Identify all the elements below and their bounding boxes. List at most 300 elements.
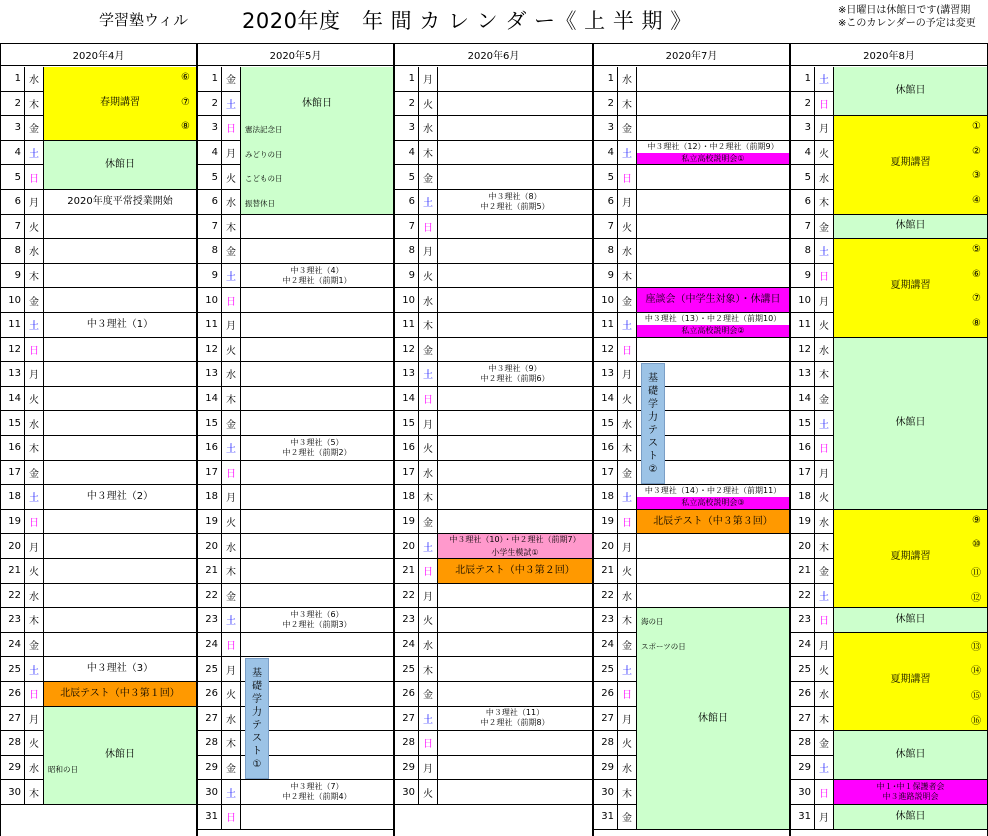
session-number: ⑧ (181, 121, 190, 133)
day-number: 21 (594, 559, 618, 584)
event-block (438, 534, 592, 559)
month-column (197, 43, 394, 836)
day-number: 26 (395, 682, 419, 707)
day-event-cell (241, 338, 393, 363)
day-of-week: 土 (419, 362, 438, 387)
day-number: 19 (198, 510, 222, 535)
day-of-week: 金 (815, 215, 834, 240)
day-event-cell (44, 436, 196, 461)
event-block (834, 510, 987, 608)
day-event-cell (241, 633, 393, 658)
day-of-week: 日 (618, 510, 637, 535)
event-block (438, 190, 592, 215)
month-column (790, 43, 988, 836)
event-block (637, 288, 789, 313)
day-of-week: 水 (618, 411, 637, 436)
event-lines (834, 782, 987, 802)
day-number: 1 (395, 67, 419, 92)
day-of-week: 土 (222, 92, 241, 117)
day-of-week: 火 (815, 485, 834, 510)
session-number: ⑮ (971, 690, 981, 702)
day-number: 18 (198, 485, 222, 510)
month-header: 2020年6月 (395, 43, 592, 66)
day-of-week: 月 (222, 313, 241, 338)
day-event-cell (438, 288, 592, 313)
day-of-week: 土 (419, 707, 438, 732)
day-of-week: 土 (25, 657, 44, 682)
day-number: 6 (395, 190, 419, 215)
day-number: 28 (1, 731, 25, 756)
event-label: 夏期講習 (890, 280, 931, 292)
event-block (834, 780, 987, 805)
event-label: 北辰テスト（中３第２回） (455, 564, 575, 576)
day-number: 24 (594, 633, 618, 658)
day-number: 22 (198, 584, 222, 609)
day-of-week: 木 (815, 707, 834, 732)
day-of-week: 土 (25, 141, 44, 166)
vertical-char: 力 (648, 411, 658, 423)
day-of-week: 日 (815, 608, 834, 633)
session-number: ③ (972, 170, 981, 182)
event-block (834, 215, 987, 240)
day-number: 28 (594, 731, 618, 756)
day-of-week: 火 (222, 682, 241, 707)
day-number: 28 (791, 731, 815, 756)
vertical-char: ス (648, 437, 658, 449)
day-of-week: 土 (618, 485, 637, 510)
day-number: 23 (594, 608, 618, 633)
day-number: 4 (395, 141, 419, 166)
day-of-week: 金 (618, 461, 637, 486)
day-number: 29 (594, 756, 618, 781)
event-label: 休館日 (895, 613, 926, 625)
day-of-week: 火 (618, 215, 637, 240)
day-number: 18 (594, 485, 618, 510)
day-of-week: 火 (815, 313, 834, 338)
day-event-cell (438, 92, 592, 117)
day-of-week: 土 (419, 190, 438, 215)
event-strip: 小学生模試① (438, 547, 592, 559)
day-of-week: 木 (25, 608, 44, 633)
event-label: 中３理社（1） (86, 318, 154, 330)
day-number: 11 (198, 313, 222, 338)
day-of-week: 火 (419, 608, 438, 633)
event-line: 中３理社（4） (290, 265, 344, 275)
event-block (834, 338, 987, 510)
month-header: 2020年8月 (791, 43, 987, 66)
day-number: 21 (395, 559, 419, 584)
event-line: 中３進路説明会 (882, 792, 939, 802)
event-line: 中２理社（前期6） (480, 373, 550, 383)
day-number: 8 (1, 239, 25, 264)
day-of-week: 火 (419, 436, 438, 461)
event-block (637, 608, 789, 829)
day-of-week: 木 (25, 92, 44, 117)
day-event-cell (438, 411, 592, 436)
event-line: 中３理社（11） (485, 708, 545, 718)
event-label: 休館日 (302, 97, 332, 109)
vertical-char: 学 (648, 398, 658, 410)
day-number: 29 (791, 756, 815, 781)
day-of-week: 日 (25, 165, 44, 190)
day-event-cell (438, 239, 592, 264)
day-number: 25 (791, 657, 815, 682)
event-strip: 中３理社（12）・中２理社（前期9） (647, 141, 779, 151)
vertical-char: ス (252, 732, 262, 744)
day-of-week: 水 (815, 165, 834, 190)
day-of-week: 木 (618, 780, 637, 805)
day-of-week: 月 (25, 190, 44, 215)
event-block (44, 141, 196, 190)
day-event-cell (44, 362, 196, 387)
day-event-cell (241, 584, 393, 609)
day-event-cell (44, 411, 196, 436)
day-number: 13 (791, 362, 815, 387)
month-column (394, 43, 593, 836)
day-of-week: 火 (25, 731, 44, 756)
day-of-week: 日 (815, 264, 834, 289)
note-line: ※日曜日は休館日です(講習期 (838, 5, 971, 16)
day-event-cell (438, 387, 592, 412)
day-number: 14 (1, 387, 25, 412)
day-of-week: 金 (222, 756, 241, 781)
day-number: 12 (198, 338, 222, 363)
day-number: 27 (1, 707, 25, 732)
day-of-week: 金 (25, 633, 44, 658)
day-number: 19 (395, 510, 419, 535)
vertical-char: 礎 (648, 385, 658, 397)
day-event-cell (44, 338, 196, 363)
session-number: ⑥ (972, 268, 981, 280)
day-number: 14 (791, 387, 815, 412)
event-lines (438, 192, 592, 212)
day-event-cell (241, 239, 393, 264)
day-number: 29 (1, 756, 25, 781)
event-lines (241, 266, 393, 286)
day-of-week: 月 (419, 584, 438, 609)
day-of-week: 木 (25, 436, 44, 461)
day-of-week: 火 (25, 559, 44, 584)
day-event-cell (438, 165, 592, 190)
event-strip: 中３理社（13）・中２理社（前期10） (644, 314, 782, 323)
event-strip: 中３理社（14）・中２理社（前期11） (644, 486, 782, 496)
day-number: 30 (791, 780, 815, 805)
day-of-week: 月 (419, 411, 438, 436)
header-notes (838, 4, 976, 30)
day-of-week: 水 (222, 534, 241, 559)
day-of-week: 日 (815, 436, 834, 461)
day-number: 30 (1, 780, 25, 805)
day-number: 11 (594, 313, 618, 338)
day-number: 5 (594, 165, 618, 190)
event-lines (438, 364, 592, 384)
holiday-label: 振替休日 (245, 199, 275, 208)
day-of-week: 火 (618, 731, 637, 756)
day-number: 2 (198, 92, 222, 117)
day-of-week: 土 (815, 411, 834, 436)
day-of-week: 水 (25, 756, 44, 781)
day-number: 7 (198, 215, 222, 240)
calendar-grid (0, 43, 988, 836)
day-number: 25 (198, 657, 222, 682)
day-number: 22 (395, 584, 419, 609)
day-number: 9 (1, 264, 25, 289)
day-of-week: 日 (618, 165, 637, 190)
day-event-cell (438, 436, 592, 461)
day-number: 17 (594, 461, 618, 486)
day-number: 19 (594, 510, 618, 535)
day-of-week: 土 (222, 436, 241, 461)
day-number: 23 (395, 608, 419, 633)
day-of-week: 火 (815, 657, 834, 682)
day-event-cell (241, 805, 393, 830)
vertical-char: テ (648, 424, 658, 436)
day-event-cell (44, 239, 196, 264)
event-label: 2020年度平常授業開始 (67, 195, 173, 207)
event-block (637, 141, 789, 166)
event-block (241, 264, 393, 289)
session-number: ② (972, 145, 981, 157)
day-of-week: 火 (25, 215, 44, 240)
event-block (637, 485, 789, 510)
school-name: 学習塾ウィル (99, 11, 189, 29)
event-label: 休館日 (895, 749, 926, 761)
event-line: 中３理社（8） (488, 191, 542, 201)
day-of-week: 月 (618, 707, 637, 732)
day-of-week: 金 (25, 461, 44, 486)
day-of-week: 日 (419, 387, 438, 412)
session-number: ④ (972, 194, 981, 206)
day-number: 6 (791, 190, 815, 215)
event-strip: 中３理社（10）・中２理社（前期7） (438, 534, 592, 546)
day-event-cell (438, 338, 592, 363)
day-of-week: 木 (815, 534, 834, 559)
event-label: 休館日 (895, 220, 926, 232)
day-number: 15 (395, 411, 419, 436)
day-of-week: 土 (419, 534, 438, 559)
day-of-week: 木 (419, 657, 438, 682)
month-column (593, 43, 790, 836)
event-block (637, 510, 789, 535)
day-number: 20 (594, 534, 618, 559)
day-event-cell (438, 485, 592, 510)
day-of-week: 木 (618, 436, 637, 461)
day-event-cell (44, 510, 196, 535)
event-line: 中３理社（9） (488, 363, 542, 373)
event-line: 中１･中１保護者会 (876, 782, 945, 792)
vertical-char: テ (252, 719, 262, 731)
day-of-week: 月 (815, 461, 834, 486)
day-number: 16 (395, 436, 419, 461)
day-number: 2 (791, 92, 815, 117)
day-number: 30 (594, 780, 618, 805)
day-number: 31 (198, 805, 222, 830)
day-of-week: 日 (25, 682, 44, 707)
day-of-week: 木 (222, 559, 241, 584)
event-lines (241, 610, 393, 630)
day-of-week: 金 (815, 387, 834, 412)
day-number: 28 (395, 731, 419, 756)
day-of-week: 水 (419, 461, 438, 486)
day-number: 8 (198, 239, 222, 264)
day-of-week: 土 (815, 239, 834, 264)
day-number: 13 (594, 362, 618, 387)
event-line: 中２理社（前期1） (282, 275, 352, 285)
day-number: 25 (395, 657, 419, 682)
event-block (834, 116, 987, 214)
event-block (241, 780, 393, 805)
vertical-char: 力 (252, 706, 262, 718)
event-lines (241, 782, 393, 802)
day-event-cell (438, 461, 592, 486)
day-number: 21 (198, 559, 222, 584)
day-event-cell (637, 559, 789, 584)
day-number: 18 (791, 485, 815, 510)
event-block (44, 707, 196, 805)
day-number: 2 (594, 92, 618, 117)
event-strip: 私立高校説明会② (637, 325, 789, 337)
event-label: 休館日 (895, 417, 926, 429)
day-of-week: 木 (222, 215, 241, 240)
day-of-week: 土 (222, 264, 241, 289)
day-of-week: 月 (618, 362, 637, 387)
holiday-label: 海の日 (641, 617, 664, 627)
event-line: 中３理社（6） (290, 609, 344, 619)
day-of-week: 金 (222, 584, 241, 609)
day-number: 24 (395, 633, 419, 658)
day-number: 9 (594, 264, 618, 289)
day-number: 10 (1, 288, 25, 313)
day-number: 17 (791, 461, 815, 486)
day-of-week: 木 (815, 362, 834, 387)
event-label: 休館日 (895, 810, 926, 822)
day-number: 30 (198, 780, 222, 805)
day-number: 11 (1, 313, 25, 338)
day-of-week: 日 (222, 288, 241, 313)
event-label: 休館日 (105, 749, 135, 761)
day-number: 15 (594, 411, 618, 436)
day-number: 6 (198, 190, 222, 215)
event-label: 夏期講習 (890, 157, 931, 169)
month-header: 2020年5月 (198, 43, 393, 66)
day-number: 23 (198, 608, 222, 633)
event-block (44, 485, 196, 510)
day-number: 25 (1, 657, 25, 682)
event-label: 休館日 (105, 158, 135, 170)
day-event-cell (44, 387, 196, 412)
day-number: 16 (594, 436, 618, 461)
event-block (438, 362, 592, 387)
day-number: 25 (594, 657, 618, 682)
day-of-week: 月 (222, 657, 241, 682)
event-line: 中３理社（5） (290, 437, 344, 447)
test-vertical-label (641, 363, 665, 484)
day-event-cell (438, 116, 592, 141)
day-number: 24 (1, 633, 25, 658)
day-event-cell (438, 731, 592, 756)
day-number: 27 (395, 707, 419, 732)
day-event-cell (44, 534, 196, 559)
day-number: 16 (791, 436, 815, 461)
day-of-week: 火 (222, 165, 241, 190)
event-line: 中３理社（7） (290, 782, 344, 792)
event-block (834, 731, 987, 780)
day-of-week: 土 (25, 313, 44, 338)
day-of-week: 水 (618, 67, 637, 92)
day-of-week: 火 (618, 559, 637, 584)
day-of-week: 水 (25, 584, 44, 609)
session-number: ⑪ (971, 567, 981, 579)
day-number: 28 (198, 731, 222, 756)
day-number: 29 (395, 756, 419, 781)
day-event-cell (241, 534, 393, 559)
event-block (834, 633, 987, 731)
event-block (44, 313, 196, 338)
day-of-week: 月 (25, 534, 44, 559)
session-number: ⑤ (972, 244, 981, 256)
day-of-week: 月 (815, 288, 834, 313)
event-block (438, 707, 592, 732)
day-number: 23 (791, 608, 815, 633)
vertical-char: 礎 (252, 680, 262, 692)
day-of-week: 月 (25, 362, 44, 387)
day-number: 22 (594, 584, 618, 609)
day-of-week: 金 (419, 682, 438, 707)
session-number: ⑦ (972, 293, 981, 305)
day-number: 12 (1, 338, 25, 363)
day-of-week: 金 (25, 116, 44, 141)
event-block (438, 559, 592, 584)
day-event-cell (241, 559, 393, 584)
day-event-cell (438, 215, 592, 240)
day-of-week: 月 (419, 756, 438, 781)
day-number: 18 (395, 485, 419, 510)
day-event-cell (438, 682, 592, 707)
day-of-week: 月 (419, 67, 438, 92)
day-of-week: 水 (222, 362, 241, 387)
day-of-week: 日 (618, 338, 637, 363)
session-number: ⑧ (972, 317, 981, 329)
day-number: 8 (395, 239, 419, 264)
day-of-week: 金 (618, 633, 637, 658)
day-number: 5 (791, 165, 815, 190)
day-number: 24 (791, 633, 815, 658)
day-of-week: 木 (419, 313, 438, 338)
vertical-char: ト (252, 745, 262, 757)
day-event-cell (241, 387, 393, 412)
day-of-week: 日 (618, 682, 637, 707)
day-number: 26 (198, 682, 222, 707)
day-number: 6 (1, 190, 25, 215)
day-number: 6 (594, 190, 618, 215)
day-of-week: 木 (618, 92, 637, 117)
day-number: 13 (395, 362, 419, 387)
day-number: 17 (395, 461, 419, 486)
day-event-cell (44, 584, 196, 609)
day-event-cell (241, 411, 393, 436)
day-number: 27 (198, 707, 222, 732)
event-strip: 私立高校説明会① (637, 153, 789, 165)
day-of-week: 月 (25, 707, 44, 732)
session-number: ⑨ (972, 514, 981, 526)
event-block (44, 67, 196, 141)
day-number: 7 (1, 215, 25, 240)
event-label: 北辰テスト（中３第３回） (653, 515, 773, 527)
day-of-week: 土 (618, 657, 637, 682)
day-number: 3 (198, 116, 222, 141)
day-number: 1 (198, 67, 222, 92)
day-of-week: 日 (419, 731, 438, 756)
